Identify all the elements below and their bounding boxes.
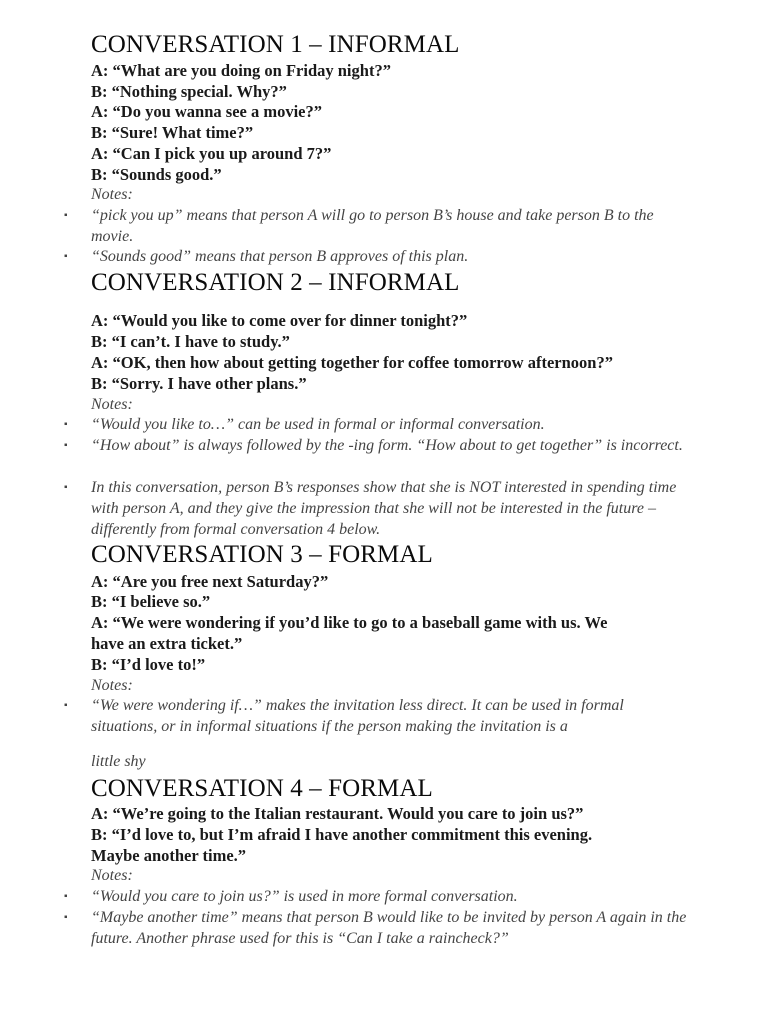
dialogue-line: B: “I can’t. I have to study.”	[91, 332, 290, 351]
dialogue-line: Maybe another time.”	[91, 846, 247, 865]
note-item: “How about” is always followed by the -ing form. “How about to get together” is incorrect.	[91, 437, 683, 454]
notes-label: Notes:	[91, 396, 133, 413]
dialogue-line: B: “Nothing special. Why?”	[91, 82, 287, 101]
note-item: “pick you up” means that person A will go to person B’s house and take person B to the movie.	[91, 207, 654, 245]
bullet-icon: ▪	[64, 700, 68, 711]
dialogue-line: A: “Are you free next Saturday?”	[91, 572, 329, 591]
dialogue-line: B: “Sorry. I have other plans.”	[91, 374, 307, 393]
section-heading: CONVERSATION 3 – FORMAL	[91, 541, 433, 568]
bullet-icon: ▪	[64, 419, 68, 430]
note-item: “Maybe another time” means that person B would like to be invited by person A again in the future. Another phrase used for this is “Can I take a raincheck?”	[91, 909, 687, 947]
note-item: “We were wondering if…” makes the invitation less direct. It can be used in formal situations, or in informal situations if the person making the invitation is a	[91, 697, 624, 735]
dialogue-line: B: “Sounds good.”	[91, 165, 222, 184]
section-heading: CONVERSATION 4 – FORMAL	[91, 775, 433, 802]
bullet-icon: ▪	[64, 210, 68, 221]
dialogue-line: B: “I’d love to!”	[91, 655, 206, 674]
bullet-icon: ▪	[64, 912, 68, 923]
dialogue-line: A: “Can I pick you up around 7?”	[91, 144, 332, 163]
dialogue-line: A: “What are you doing on Friday night?”	[91, 61, 391, 80]
bullet-icon: ▪	[64, 482, 68, 493]
dialogue-line: A: “Would you like to come over for dinner tonight?”	[91, 311, 468, 330]
notes-label: Notes:	[91, 867, 133, 884]
note-item: “Sounds good” means that person B approves of this plan.	[91, 248, 469, 265]
dialogue-line: A: “We’re going to the Italian restaurant. Would you care to join us?”	[91, 804, 584, 823]
note-continuation: little shy	[91, 753, 146, 770]
dialogue-line: B: “Sure! What time?”	[91, 123, 254, 142]
dialogue-line: B: “I’d love to, but I’m afraid I have another commitment this evening.	[91, 825, 593, 844]
section-heading: CONVERSATION 2 – INFORMAL	[91, 269, 460, 296]
note-item: In this conversation, person B’s responses show that she is NOT interested in spending time with person A, and they give the impression that she will not be interested in the future – differently from formal conversation 4 below.	[91, 479, 677, 538]
dialogue-line: A: “OK, then how about getting together for coffee tomorrow afternoon?”	[91, 353, 613, 372]
dialogue-line: B: “I believe so.”	[91, 592, 211, 611]
bullet-icon: ▪	[64, 440, 68, 451]
dialogue-line: A: “Do you wanna see a movie?”	[91, 102, 322, 121]
bullet-icon: ▪	[64, 891, 68, 902]
notes-label: Notes:	[91, 677, 133, 694]
dialogue-line: A: “We were wondering if you’d like to go to a baseball game with us. We	[91, 613, 608, 632]
bullet-icon: ▪	[64, 251, 68, 262]
notes-label: Notes:	[91, 186, 133, 203]
section-heading: CONVERSATION 1 – INFORMAL	[91, 31, 460, 58]
note-item: “Would you care to join us?” is used in more formal conversation.	[91, 888, 518, 905]
dialogue-line: have an extra ticket.”	[91, 634, 243, 653]
note-item: “Would you like to…” can be used in formal or informal conversation.	[91, 416, 545, 433]
